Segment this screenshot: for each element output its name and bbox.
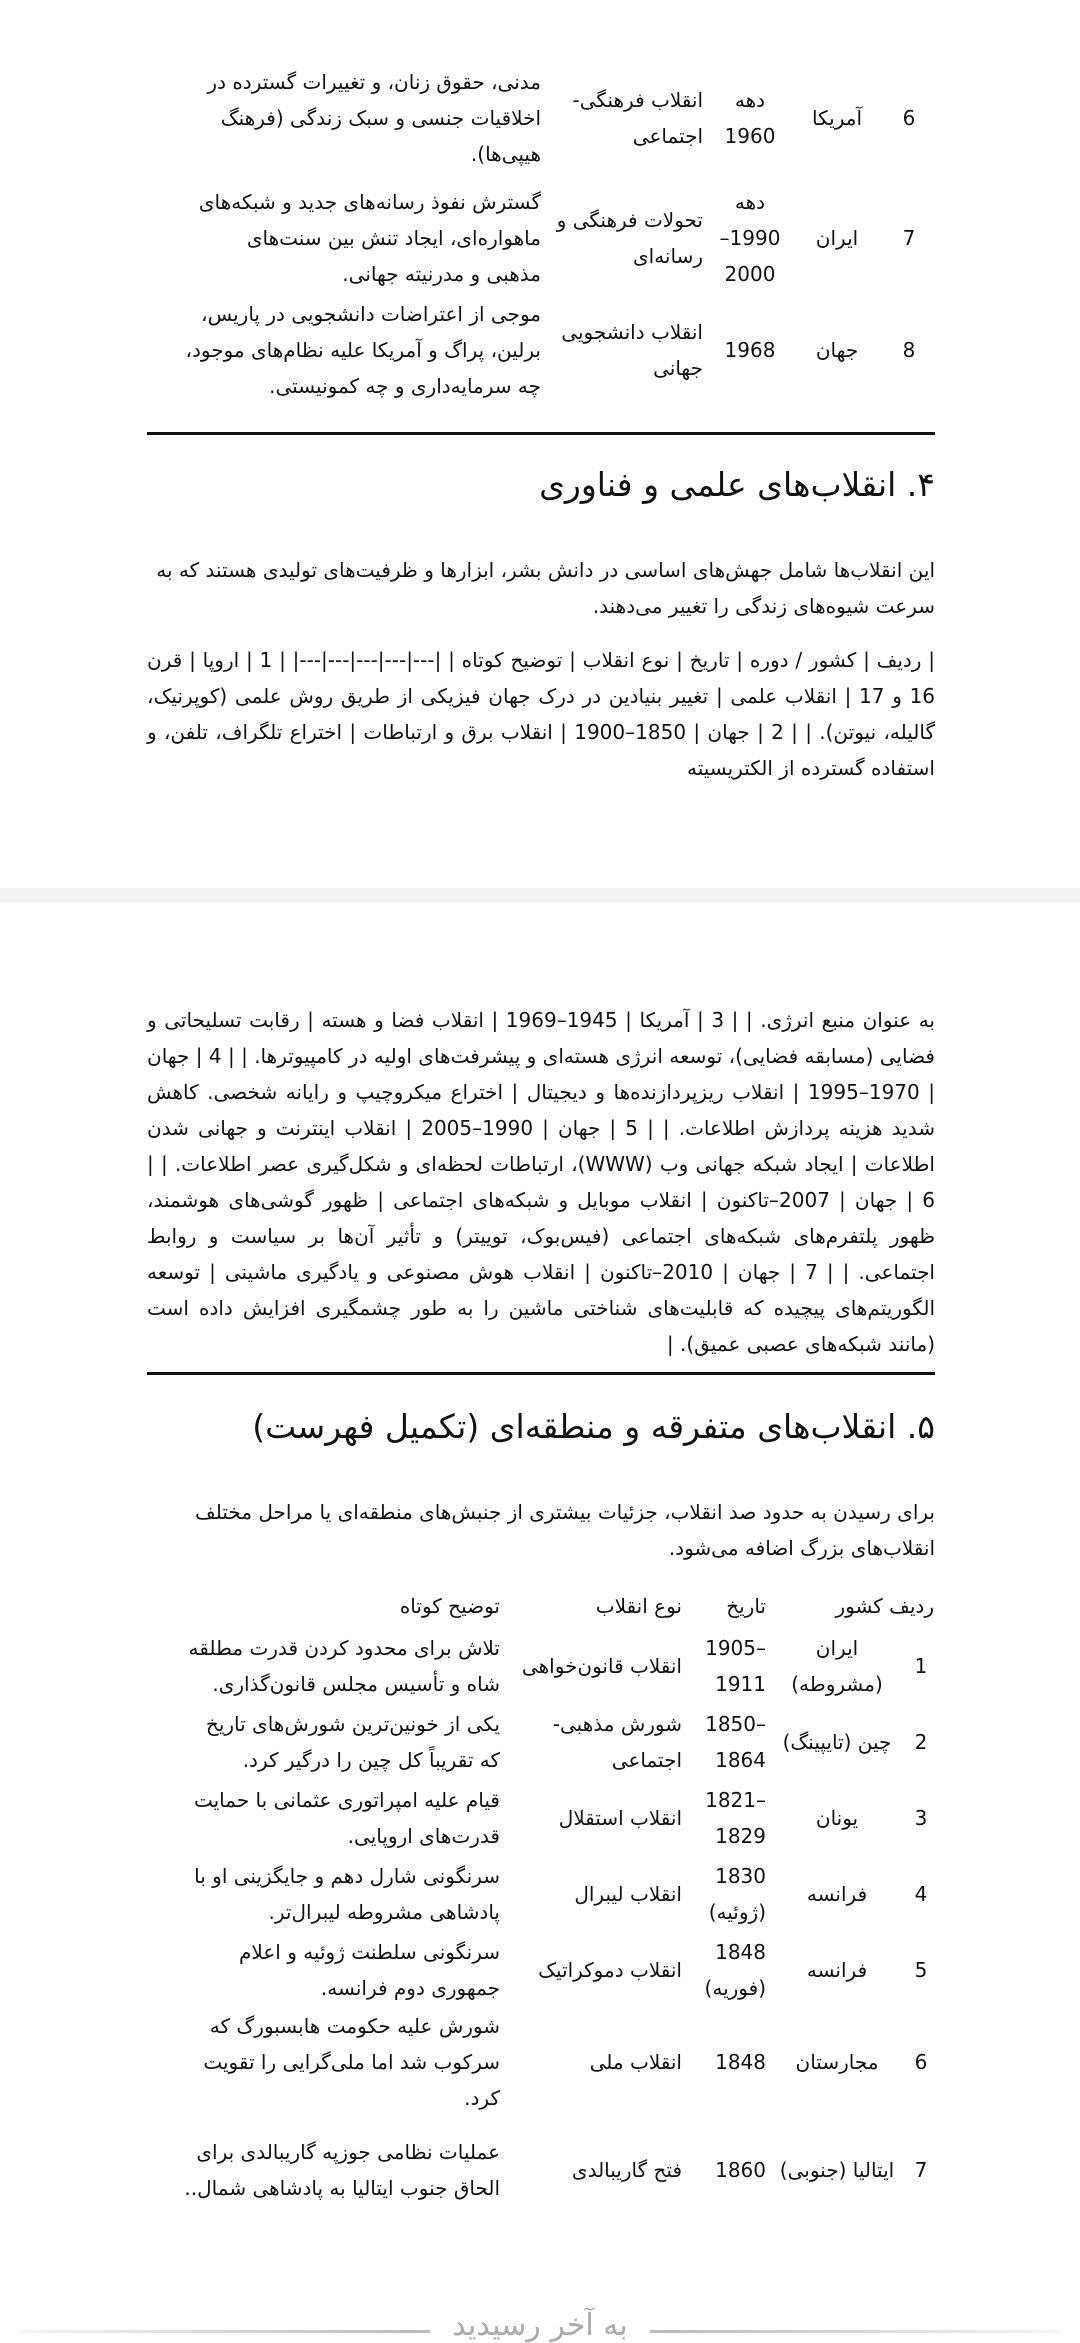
desc-line: مدنی، حقوق زنان، و تغییرات گسترده در	[207, 70, 541, 94]
table-row	[147, 54, 935, 182]
row-country: جهان	[815, 338, 859, 362]
table-row	[174, 1932, 940, 2008]
row-date: 1968	[724, 338, 776, 362]
table-row	[147, 182, 935, 294]
row-desc	[147, 182, 547, 294]
desc-line: مذهبی و مدرنیته جهانی.	[342, 262, 541, 286]
footer-divider-left	[20, 2330, 430, 2333]
row-country: یونان	[815, 1806, 859, 1830]
row-date: دهه 1960	[724, 88, 776, 148]
desc-line: چه سرمایه‌داری و چه کمونیستی.	[269, 374, 541, 398]
row-type: فتح گاریبالدی	[571, 2158, 682, 2182]
section5-intro: برای رسیدن به حدود صد انقلاب، جزئیات بیشتری از جنبش‌های منطقه‌ای یا مراحل مختلف انقلاب‌های بزرگ اضافه می‌شود.	[195, 1500, 935, 1560]
row-type: انقلاب ملی	[589, 2050, 682, 2074]
row-date: 1905–1911	[705, 1636, 766, 1696]
row-number: 7	[914, 2158, 928, 2182]
section5-table	[174, 1584, 940, 2224]
row-desc: سرنگونی سلطنت ژوئیه و اعلام جمهوری دوم فرانسه.	[239, 1940, 500, 2000]
footer-divider-right	[650, 2330, 1060, 2333]
row-desc: شورش علیه حکومت هابسبورگ که سرکوب شد اما ملی‌گرایی را تقویت کرد.	[203, 2014, 500, 2110]
row-country: مجارستان	[795, 2050, 879, 2074]
header-desc: توضیح کوتاه	[399, 1594, 500, 1618]
table-row	[174, 2116, 940, 2224]
row-type: انقلاب لیبرال	[574, 1882, 682, 1906]
desc-line: ماهواره‌ای، ایجاد تنش بین سنت‌های	[246, 226, 541, 250]
row-desc: قیام علیه امپراتوری عثمانی با حمایت قدرت‌های اروپایی.	[193, 1788, 500, 1848]
section3-table	[147, 54, 935, 406]
row-number: 1	[914, 1654, 928, 1678]
row-desc: تلاش برای محدود کردن قدرت مطلقه شاه و تأسیس مجلس قانون‌گذاری.	[188, 1636, 500, 1696]
section4-heading: ۴. انقلاب‌های علمی و فناوری	[539, 465, 935, 504]
row-type: انقلاب دانشجویی جهانی	[561, 320, 703, 380]
desc-line: هیپی‌ها).	[470, 142, 541, 166]
row-type: انقلاب استقلال	[558, 1806, 682, 1830]
table-row	[174, 1704, 940, 1780]
row-number: 7	[902, 226, 916, 250]
row-date: 1830 (ژوئیه)	[708, 1864, 766, 1924]
header-row-country: ردیف کشور	[835, 1594, 934, 1618]
row-number: 8	[902, 338, 916, 362]
header-type: نوع انقلاب	[595, 1594, 682, 1618]
row-type: انقلاب دموکراتیک	[538, 1958, 682, 1982]
table-row	[147, 294, 935, 406]
row-type: شورش مذهبی-اجتماعی	[552, 1712, 682, 1772]
end-of-content-label: به آخر رسیدید	[452, 2308, 628, 2343]
row-country: ایران	[815, 226, 859, 250]
row-country: آمریکا	[811, 106, 862, 130]
row-type: انقلاب قانون‌خواهی	[521, 1654, 682, 1678]
row-number: 3	[914, 1806, 928, 1830]
row-number: 5	[914, 1958, 928, 1982]
desc-line: اخلاقیات جنسی و سبک زندگی (فرهنگ	[220, 106, 541, 130]
row-number: 4	[914, 1882, 928, 1906]
row-desc	[147, 294, 547, 406]
row-date: دهه 1990–2000	[719, 190, 781, 286]
row-date: 1848 (فوریه)	[704, 1940, 766, 2000]
section4-raw-table-text-continued: به عنوان منبع انرژی. | | 3 | آمریکا | 1945–1969 | انقلاب فضا و هسته | رقابت تسلیحاتی و فضایی (مسابقه فضایی)، توسعه انرژی هسته‌ای و پیشرفت‌های اولیه در کامپیوترها. | | 4 | جهان | 1970–1995 | انقلاب ریزپردازنده‌ها و دیجیتال | اختراع میکروچیپ و رایانه شخصی. کاهش شدید هزینه پردازش اطلاعات. | | 5 | جهان | 1990–2005 | انقلاب اینترنت و جهانی شدن اطلاعات | ایجاد شبکه جهانی وب (WWW)، ارتباطات لحظه‌ای و شکل‌گیری عصر اطلاعات. | | 6 | جهان | 2007–تاکنون | انقلاب موبایل و شبکه‌های اجتماعی | ظهور گوشی‌های هوشمند، ظهور پلتفرم‌های شبکه‌های اجتماعی (فیس‌بوک، توییتر) و تأثیر آن‌ها بر سیاست و روابط اجتماعی. | | 7 | جهان | 2010–تاکنون | انقلاب هوش مصنوعی و یادگیری ماشینی | توسعه الگوریتم‌های پیچیده که قابلیت‌های شناختی ماشین را به طور چشمگیری افزایش داده است (مانند شبکه‌های عصبی عمیق). |	[147, 1008, 935, 1356]
row-desc	[147, 54, 547, 182]
row-desc: سرنگونی شارل دهم و جایگزینی او با پادشاهی مشروطه لیبرال‌تر.	[194, 1864, 500, 1924]
row-country: فرانسه	[806, 1882, 868, 1906]
page-break	[0, 888, 1080, 902]
header-date: تاریخ	[726, 1594, 766, 1618]
row-desc: یکی از خونین‌ترین شورش‌های تاریخ که تقریباً کل چین را درگیر کرد.	[205, 1712, 500, 1772]
page-section-top	[0, 0, 1080, 888]
row-country: فرانسه	[806, 1958, 868, 1982]
row-country: ایتالیا (جنوبی)	[779, 2158, 895, 2182]
row-type: تحولات فرهنگی و رسانه‌ای	[556, 208, 703, 268]
row-type: انقلاب فرهنگی-اجتماعی	[572, 88, 703, 148]
table-row	[174, 1856, 940, 1932]
section-divider	[147, 432, 935, 435]
row-country: ایران (مشروطه)	[791, 1636, 883, 1696]
desc-line: موجی از اعتراضات دانشجویی در پاریس،	[201, 302, 541, 326]
page-section-bottom	[0, 902, 1080, 2340]
section4-raw-table-text: | ردیف | کشور / دوره | تاریخ | نوع انقلاب | توضیح کوتاه | |---|---|---|---|---| | 1 | اروپا | قرن 16 و 17 | انقلاب علمی | تغییر بنیادین در درک جهان فیزیکی از طریق روش علمی (کوپرنیک، گالیله، نیوتن). | | 2 | جهان | 1850–1900 | انقلاب برق و ارتباطات | اختراع تلگراف، تلفن، و استفاده گسترده از الکتریسیته	[147, 648, 936, 780]
row-desc: عملیات نظامی جوزپه گاریبالدی برای الحاق جنوب ایتالیا به پادشاهی شمال..	[184, 2140, 500, 2200]
table-row	[174, 2008, 940, 2116]
desc-line: گسترش نفوذ رسانه‌های جدید و شبکه‌های	[198, 190, 541, 214]
table-header-row	[174, 1584, 940, 1628]
row-date: 1850–1864	[705, 1712, 766, 1772]
row-date: 1848	[715, 2050, 766, 2074]
end-of-content-footer	[0, 2300, 1080, 2343]
section-divider	[147, 1372, 935, 1375]
row-number: 6	[902, 106, 916, 130]
table-row	[174, 1628, 940, 1704]
section4-intro: این انقلاب‌ها شامل جهش‌های اساسی در دانش بشر، ابزارها و ظرفیت‌های تولیدی هستند که به سرعت شیوه‌های زندگی را تغییر می‌دهند.	[156, 558, 935, 618]
section5-heading: ۵. انقلاب‌های متفرقه و منطقه‌ای (تکمیل فهرست)	[252, 1407, 935, 1446]
row-date: 1860	[715, 2158, 766, 2182]
table-row	[174, 1780, 940, 1856]
desc-line: برلین، پراگ و آمریکا علیه نظام‌های موجود،	[185, 338, 541, 362]
row-country: چین (تایپینگ)	[782, 1730, 892, 1754]
row-number: 2	[914, 1730, 928, 1754]
row-date: 1821–1829	[705, 1788, 766, 1848]
row-number: 6	[914, 2050, 928, 2074]
